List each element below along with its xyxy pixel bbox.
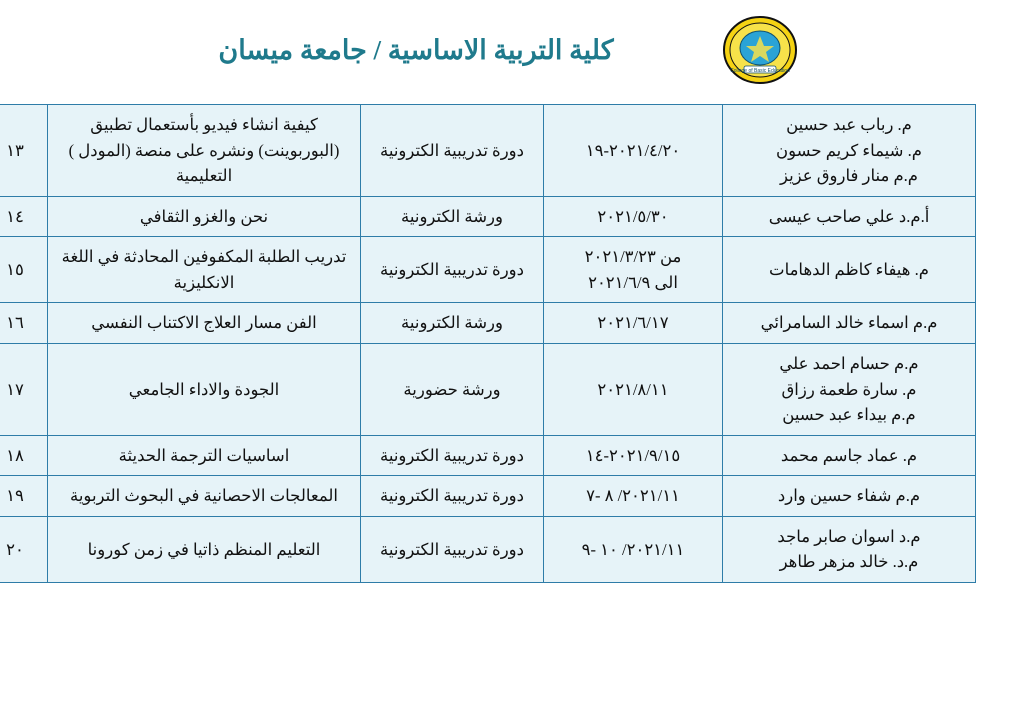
cell-date-line: ٢٠٢١/٥/٣٠	[597, 206, 669, 226]
cell-row-number	[0, 343, 48, 435]
cell-date-line: ٢٠٢١/١١/ ١٠ -٩	[581, 539, 685, 559]
cell-row-number-line: ١٦	[6, 313, 24, 333]
cell-activity-type-line: ورشة الكترونية	[401, 313, 503, 333]
cell-activity-title	[48, 237, 361, 303]
cell-activity-title-line: الجودة والاداء الجامعي	[128, 379, 280, 399]
cell-activity-title	[48, 196, 361, 237]
cell-instructors-line: م.م اسماء خالد السامرائي	[760, 313, 938, 333]
cell-activity-type-line: ورشة حضورية	[403, 379, 501, 399]
cell-activity-type-line: دورة تدريبية الكترونية	[380, 539, 524, 559]
cell-date	[544, 196, 723, 237]
cell-activity-title-line: نحن والغزو الثقافي	[139, 206, 269, 226]
table-row	[0, 105, 976, 197]
cell-activity-type	[361, 105, 544, 197]
document-header	[0, 0, 1024, 86]
cell-date-line: ٢٠٢١/١١/ ٨ -٧	[586, 486, 680, 506]
cell-activity-type-line: دورة تدريبية الكترونية	[380, 260, 524, 280]
cell-instructors	[723, 516, 976, 582]
cell-instructors-line: م.م منار فاروق عزيز	[779, 166, 919, 186]
cell-instructors	[723, 237, 976, 303]
table-row	[0, 303, 976, 344]
cell-instructors-line: أ.م.د علي صاحب عيسى	[768, 206, 930, 226]
cell-row-number	[0, 303, 48, 344]
table-row	[0, 516, 976, 582]
cell-row-number	[0, 237, 48, 303]
cell-activity-title	[48, 105, 361, 197]
cell-row-number	[0, 196, 48, 237]
cell-date	[544, 303, 723, 344]
cell-date-line: الى ٢٠٢١/٦/٩	[588, 272, 678, 292]
table-row	[0, 343, 976, 435]
cell-instructors-line: م. شيماء كريم حسون	[776, 140, 922, 160]
cell-date-line: ٢٠٢١/٨/١١	[597, 379, 669, 399]
cell-instructors	[723, 476, 976, 517]
cell-activity-type	[361, 476, 544, 517]
cell-activity-type-line: ورشة الكترونية	[401, 206, 503, 226]
cell-instructors-line: م. رباب عبد حسين	[786, 115, 912, 134]
cell-date	[544, 237, 723, 303]
cell-row-number-line: ١٤	[6, 206, 24, 226]
cell-activity-type-line: دورة تدريبية الكترونية	[380, 140, 524, 160]
cell-activity-type	[361, 237, 544, 303]
cell-instructors-line: م.د. خالد مزهر طاهر	[779, 552, 919, 572]
cell-row-number-line: ٢٠	[6, 539, 24, 559]
university-seal-icon	[714, 14, 806, 86]
cell-instructors	[723, 196, 976, 237]
courses-table-body	[0, 105, 976, 583]
cell-activity-title-line: اساسيات الترجمة الحديثة	[118, 445, 290, 465]
table-row	[0, 435, 976, 476]
cell-instructors	[723, 343, 976, 435]
cell-instructors	[723, 105, 976, 197]
svg-text:College of Basic Education: College of Basic Education	[729, 68, 790, 74]
courses-table-container	[6, 104, 976, 583]
table-row	[0, 476, 976, 517]
cell-activity-title-line: تدريب الطلبة المكفوفين المحادثة في اللغة	[61, 247, 347, 267]
page-title: كلية التربية الاساسية / جامعة ميسان	[218, 34, 614, 65]
cell-row-number	[0, 435, 48, 476]
cell-date	[544, 476, 723, 517]
cell-activity-title-line: التعليم المنظم ذاتيا في زمن كورونا	[87, 539, 321, 559]
cell-instructors-line: م.م حسام احمد علي	[779, 353, 919, 373]
cell-date	[544, 435, 723, 476]
cell-activity-type	[361, 516, 544, 582]
cell-row-number-line: ١٣	[6, 140, 24, 160]
cell-instructors-line: م. هيفاء كاظم الدهامات	[769, 260, 929, 280]
table-row	[0, 196, 976, 237]
cell-activity-title	[48, 435, 361, 476]
cell-date-line: ٢٠٢١/٦/١٧	[597, 313, 669, 333]
courses-table	[0, 104, 976, 583]
cell-activity-title-line: كيفية انشاء فيديو بأستعمال تطبيق	[90, 115, 318, 134]
cell-row-number-line: ١٨	[6, 445, 24, 465]
cell-activity-type	[361, 343, 544, 435]
cell-activity-title	[48, 516, 361, 582]
cell-date-line: ٢٠٢١/٤/٢٠-١٩	[585, 140, 681, 160]
cell-activity-title	[48, 303, 361, 344]
cell-activity-type	[361, 435, 544, 476]
cell-activity-title-line: المعالجات الاحصانية في البحوث التربوية	[69, 486, 338, 506]
cell-activity-type	[361, 303, 544, 344]
cell-activity-title	[48, 476, 361, 517]
cell-instructors	[723, 435, 976, 476]
cell-row-number-line: ١٩	[6, 486, 24, 506]
cell-date	[544, 343, 723, 435]
cell-activity-title-line: الانكليزية	[173, 272, 235, 292]
cell-instructors-line: م. عماد جاسم محمد	[780, 445, 918, 465]
cell-instructors-line: م.د اسوان صابر ماجد	[777, 526, 921, 546]
cell-row-number	[0, 476, 48, 517]
cell-date	[544, 516, 723, 582]
cell-activity-type	[361, 196, 544, 237]
cell-instructors	[723, 303, 976, 344]
cell-row-number-line: ١٧	[6, 379, 24, 399]
cell-instructors-line: م.م شفاء حسين وارد	[777, 486, 921, 506]
cell-activity-title	[48, 343, 361, 435]
cell-date	[544, 105, 723, 197]
cell-row-number	[0, 105, 48, 197]
table-row	[0, 237, 976, 303]
cell-row-number-line: ١٥	[6, 260, 24, 280]
cell-instructors-line: م.م بيداء عبد حسين	[782, 405, 916, 425]
cell-activity-title-line: (البوربوينت) ونشره على منصة (المودل )	[68, 140, 340, 160]
cell-activity-title-line: التعليمية	[175, 166, 233, 186]
cell-instructors-line: م. سارة طعمة رزاق	[781, 379, 917, 399]
cell-date-line: من ٢٠٢١/٣/٢٣	[584, 247, 682, 267]
cell-activity-type-line: دورة تدريبية الكترونية	[380, 486, 524, 506]
cell-date-line: ٢٠٢١/٩/١٥-١٤	[585, 445, 681, 465]
cell-activity-type-line: دورة تدريبية الكترونية	[380, 445, 524, 465]
cell-row-number	[0, 516, 48, 582]
cell-activity-title-line: الفن مسار العلاج الاكتناب النفسي	[91, 313, 317, 333]
